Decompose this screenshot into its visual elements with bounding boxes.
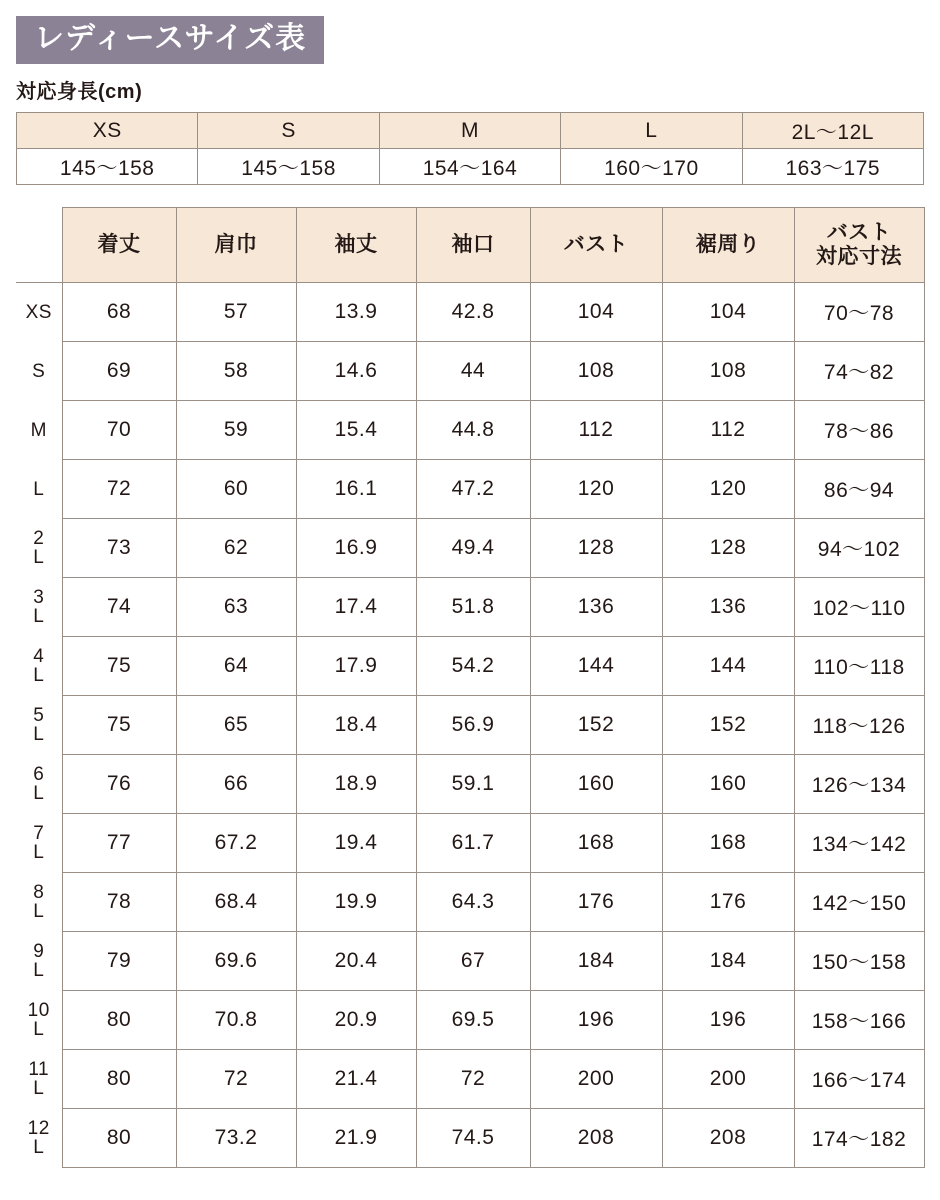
table-cell-bust-fit: 134〜142 bbox=[794, 814, 924, 873]
table-cell: 15.4 bbox=[296, 401, 416, 460]
height-size-2l-12l: 2L〜12L bbox=[742, 113, 923, 149]
table-cell-bust-fit: 174〜182 bbox=[794, 1109, 924, 1168]
table-cell: 44 bbox=[416, 342, 530, 401]
row-size-label-line: 4 bbox=[33, 646, 45, 667]
column-header-bust-fit-line2: 対応寸法 bbox=[816, 245, 902, 268]
height-range-l: 160〜170 bbox=[561, 149, 742, 185]
table-cell: 74.5 bbox=[416, 1109, 530, 1168]
row-size-label-line: L bbox=[33, 478, 45, 500]
row-size-label-line: L bbox=[33, 842, 45, 863]
table-cell: 44.8 bbox=[416, 401, 530, 460]
row-size-label bbox=[16, 578, 62, 637]
table-cell: 72 bbox=[62, 460, 176, 519]
row-size-label-line: M bbox=[30, 419, 47, 441]
table-cell: 79 bbox=[62, 932, 176, 991]
table-row bbox=[16, 814, 924, 873]
table-cell: 152 bbox=[662, 696, 794, 755]
table-cell-bust-fit: 70〜78 bbox=[794, 283, 924, 342]
table-cell: 176 bbox=[662, 873, 794, 932]
table-cell: 20.4 bbox=[296, 932, 416, 991]
table-cell-bust-fit: 86〜94 bbox=[794, 460, 924, 519]
table-cell: 56.9 bbox=[416, 696, 530, 755]
table-cell: 75 bbox=[62, 637, 176, 696]
table-row bbox=[16, 578, 924, 637]
table-cell: 14.6 bbox=[296, 342, 416, 401]
table-cell: 72 bbox=[416, 1050, 530, 1109]
table-cell: 13.9 bbox=[296, 283, 416, 342]
table-cell: 74 bbox=[62, 578, 176, 637]
table-cell-bust-fit: 118〜126 bbox=[794, 696, 924, 755]
table-cell: 17.9 bbox=[296, 637, 416, 696]
table-cell: 108 bbox=[530, 342, 662, 401]
table-cell: 69 bbox=[62, 342, 176, 401]
row-size-label bbox=[16, 283, 62, 342]
row-size-label-line: 8 bbox=[33, 882, 45, 903]
table-cell-bust-fit: 78〜86 bbox=[794, 401, 924, 460]
column-header-susomawari: 裾周り bbox=[662, 208, 794, 283]
column-header-kitake: 着丈 bbox=[62, 208, 176, 283]
table-cell: 104 bbox=[662, 283, 794, 342]
table-cell: 70 bbox=[62, 401, 176, 460]
row-size-label bbox=[16, 519, 62, 578]
table-cell: 47.2 bbox=[416, 460, 530, 519]
row-size-label-line: L bbox=[33, 960, 45, 981]
row-size-label bbox=[16, 696, 62, 755]
row-size-label-line: S bbox=[32, 360, 46, 382]
table-cell: 75 bbox=[62, 696, 176, 755]
table-cell: 21.9 bbox=[296, 1109, 416, 1168]
table-cell: 144 bbox=[530, 637, 662, 696]
height-range-m: 154〜164 bbox=[379, 149, 560, 185]
table-cell: 176 bbox=[530, 873, 662, 932]
table-cell: 77 bbox=[62, 814, 176, 873]
table-cell: 68 bbox=[62, 283, 176, 342]
table-cell-bust-fit: 166〜174 bbox=[794, 1050, 924, 1109]
table-cell: 59 bbox=[176, 401, 296, 460]
table-cell: 67 bbox=[416, 932, 530, 991]
height-table-header-row bbox=[17, 113, 924, 149]
row-size-label-line: 9 bbox=[33, 941, 45, 962]
table-row bbox=[16, 755, 924, 814]
table-cell: 200 bbox=[530, 1050, 662, 1109]
column-header-bust: バスト bbox=[530, 208, 662, 283]
table-cell-bust-fit: 142〜150 bbox=[794, 873, 924, 932]
table-cell: 120 bbox=[530, 460, 662, 519]
table-cell: 18.4 bbox=[296, 696, 416, 755]
table-cell: 136 bbox=[662, 578, 794, 637]
table-cell: 128 bbox=[530, 519, 662, 578]
row-size-label-line: L bbox=[33, 901, 45, 922]
table-cell: 160 bbox=[530, 755, 662, 814]
table-cell: 136 bbox=[530, 578, 662, 637]
table-cell: 80 bbox=[62, 991, 176, 1050]
height-size-xs: XS bbox=[17, 113, 198, 149]
table-cell: 104 bbox=[530, 283, 662, 342]
column-header-sodetake: 袖丈 bbox=[296, 208, 416, 283]
row-size-label bbox=[16, 814, 62, 873]
row-size-label-line: 12 bbox=[27, 1118, 50, 1139]
row-size-label bbox=[16, 932, 62, 991]
row-size-label bbox=[16, 873, 62, 932]
table-cell: 208 bbox=[662, 1109, 794, 1168]
height-range-2l-12l: 163〜175 bbox=[742, 149, 923, 185]
height-range-s: 145〜158 bbox=[198, 149, 379, 185]
table-cell: 49.4 bbox=[416, 519, 530, 578]
table-cell: 62 bbox=[176, 519, 296, 578]
height-table-value-row bbox=[17, 149, 924, 185]
row-size-label bbox=[16, 342, 62, 401]
table-cell: 152 bbox=[530, 696, 662, 755]
height-table bbox=[16, 112, 924, 185]
table-cell: 70.8 bbox=[176, 991, 296, 1050]
table-cell: 16.9 bbox=[296, 519, 416, 578]
table-cell: 108 bbox=[662, 342, 794, 401]
row-size-label-line: 3 bbox=[33, 587, 45, 608]
table-cell: 66 bbox=[176, 755, 296, 814]
table-cell-bust-fit: 126〜134 bbox=[794, 755, 924, 814]
column-header-sodeguchi: 袖口 bbox=[416, 208, 530, 283]
table-row bbox=[16, 637, 924, 696]
table-cell: 65 bbox=[176, 696, 296, 755]
table-cell: 51.8 bbox=[416, 578, 530, 637]
row-size-label-line: 10 bbox=[27, 1000, 50, 1021]
table-cell: 76 bbox=[62, 755, 176, 814]
row-size-label bbox=[16, 1109, 62, 1168]
table-row bbox=[16, 401, 924, 460]
row-size-label-line: 2 bbox=[33, 528, 45, 549]
table-cell: 78 bbox=[62, 873, 176, 932]
table-cell: 57 bbox=[176, 283, 296, 342]
table-cell: 17.4 bbox=[296, 578, 416, 637]
table-row bbox=[16, 873, 924, 932]
measurement-table-header-row bbox=[16, 208, 924, 283]
table-row bbox=[16, 932, 924, 991]
table-cell: 64.3 bbox=[416, 873, 530, 932]
table-cell: 184 bbox=[662, 932, 794, 991]
table-cell-bust-fit: 102〜110 bbox=[794, 578, 924, 637]
table-cell: 144 bbox=[662, 637, 794, 696]
table-cell: 120 bbox=[662, 460, 794, 519]
row-size-label bbox=[16, 460, 62, 519]
table-cell: 59.1 bbox=[416, 755, 530, 814]
table-cell: 168 bbox=[530, 814, 662, 873]
table-cell: 69.5 bbox=[416, 991, 530, 1050]
table-cell: 200 bbox=[662, 1050, 794, 1109]
table-cell-bust-fit: 150〜158 bbox=[794, 932, 924, 991]
table-cell: 58 bbox=[176, 342, 296, 401]
table-row bbox=[16, 1050, 924, 1109]
table-row bbox=[16, 460, 924, 519]
row-size-label-line: 11 bbox=[28, 1059, 50, 1080]
table-row bbox=[16, 342, 924, 401]
row-size-label-line: L bbox=[33, 547, 45, 568]
table-cell: 16.1 bbox=[296, 460, 416, 519]
table-row bbox=[16, 1109, 924, 1168]
measurement-table bbox=[16, 207, 925, 1168]
table-cell: 73 bbox=[62, 519, 176, 578]
table-cell: 196 bbox=[530, 991, 662, 1050]
row-size-label-line: 6 bbox=[33, 764, 45, 785]
table-cell: 20.9 bbox=[296, 991, 416, 1050]
table-cell: 42.8 bbox=[416, 283, 530, 342]
row-size-label bbox=[16, 991, 62, 1050]
table-cell: 184 bbox=[530, 932, 662, 991]
table-cell: 64 bbox=[176, 637, 296, 696]
height-size-m: M bbox=[379, 113, 560, 149]
table-row bbox=[16, 283, 924, 342]
table-corner-cell bbox=[16, 208, 62, 283]
table-cell: 68.4 bbox=[176, 873, 296, 932]
row-size-label bbox=[16, 1050, 62, 1109]
table-cell: 160 bbox=[662, 755, 794, 814]
table-cell: 112 bbox=[662, 401, 794, 460]
row-size-label bbox=[16, 637, 62, 696]
table-cell: 208 bbox=[530, 1109, 662, 1168]
table-cell: 67.2 bbox=[176, 814, 296, 873]
row-size-label-line: L bbox=[33, 1019, 45, 1040]
row-size-label-line: L bbox=[33, 606, 45, 627]
row-size-label-line: L bbox=[33, 724, 45, 745]
row-size-label-line: 7 bbox=[33, 823, 45, 844]
column-header-bust-fit-line1: バスト bbox=[826, 220, 892, 244]
table-cell: 19.4 bbox=[296, 814, 416, 873]
table-cell-bust-fit: 74〜82 bbox=[794, 342, 924, 401]
height-size-s: S bbox=[198, 113, 379, 149]
table-cell: 63 bbox=[176, 578, 296, 637]
table-cell-bust-fit: 94〜102 bbox=[794, 519, 924, 578]
row-size-label-line: XS bbox=[25, 301, 52, 323]
table-cell: 73.2 bbox=[176, 1109, 296, 1168]
table-cell: 61.7 bbox=[416, 814, 530, 873]
table-row bbox=[16, 519, 924, 578]
row-size-label-line: L bbox=[33, 665, 45, 686]
table-cell: 196 bbox=[662, 991, 794, 1050]
table-cell: 112 bbox=[530, 401, 662, 460]
table-cell: 80 bbox=[62, 1050, 176, 1109]
row-size-label bbox=[16, 755, 62, 814]
row-size-label-line: L bbox=[33, 1137, 45, 1158]
table-cell-bust-fit: 158〜166 bbox=[794, 991, 924, 1050]
height-range-xs: 145〜158 bbox=[17, 149, 198, 185]
table-cell: 69.6 bbox=[176, 932, 296, 991]
table-cell: 72 bbox=[176, 1050, 296, 1109]
row-size-label-line: L bbox=[33, 783, 45, 804]
page-title: レディースサイズ表 bbox=[16, 16, 324, 64]
table-row bbox=[16, 991, 924, 1050]
table-cell: 128 bbox=[662, 519, 794, 578]
height-size-l: L bbox=[561, 113, 742, 149]
table-cell: 21.4 bbox=[296, 1050, 416, 1109]
table-cell: 168 bbox=[662, 814, 794, 873]
column-header-katahaba: 肩巾 bbox=[176, 208, 296, 283]
table-cell: 18.9 bbox=[296, 755, 416, 814]
row-size-label bbox=[16, 401, 62, 460]
table-cell: 54.2 bbox=[416, 637, 530, 696]
table-cell: 19.9 bbox=[296, 873, 416, 932]
row-size-label-line: L bbox=[33, 1078, 45, 1099]
table-cell: 80 bbox=[62, 1109, 176, 1168]
column-header-bust-fit bbox=[794, 208, 924, 283]
row-size-label-line: 5 bbox=[33, 705, 45, 726]
height-section-label: 対応身長(cm) bbox=[16, 81, 143, 103]
table-cell: 60 bbox=[176, 460, 296, 519]
table-cell-bust-fit: 110〜118 bbox=[794, 637, 924, 696]
table-row bbox=[16, 696, 924, 755]
